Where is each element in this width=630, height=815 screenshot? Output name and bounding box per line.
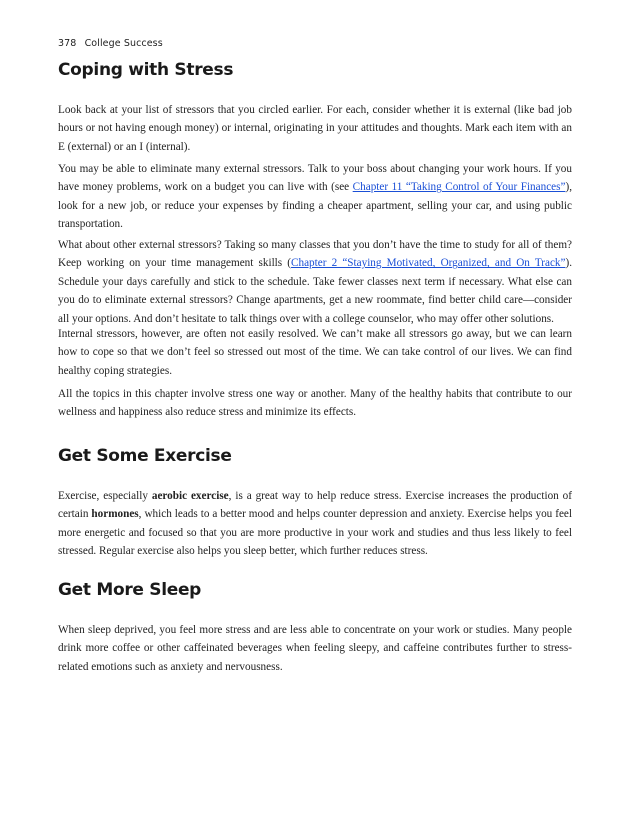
paragraph-text: ). Schedule your days carefully and stick to the schedule. Take fewer classes next term if necessary. What else can you do to eliminate external stressors? Change apartments, get a new roommate, find better child care—consider all your options. And don’t hesitate to talk things over with a college counselor, who may offer other solutions.	[58, 257, 573, 325]
paragraph-text: When sleep deprived, you feel more stress and are less able to concentrate on your work or studies. Many people drink more coffee or other caffeinated beverages when feeling sleepy, and caffeine contributes further to stress-related emotions such as anxiety and nervousness.	[58, 624, 572, 673]
book-title: College Success	[84, 38, 163, 49]
paragraph	[58, 236, 572, 328]
paragraph	[58, 487, 572, 561]
paragraph-text: , is a great way to help reduce stress. Exercise increases the production of certain	[58, 490, 572, 521]
paragraph	[58, 385, 572, 422]
chapter-link[interactable]: Chapter 2 “Staying Motivated, Organized, and On Track”	[291, 257, 566, 270]
paragraph-text: You may be able to eliminate many external stressors. Talk to your boss about changing your work hours. If you have money problems, work on a budget you can live with (see	[58, 163, 572, 194]
paragraph-text: Internal stressors, however, are often not easily resolved. We can’t make all stressors go away, but we can learn how to cope so that we don’t feel so stressed out most of the time. We can take control of our lives. We can find healthy coping strategies.	[58, 328, 572, 377]
paragraph-text: All the topics in this chapter involve stress one way or another. Many of the healthy habits that contribute to our wellness and happiness also reduce stress and minimize its effects.	[58, 388, 572, 419]
paragraph	[58, 160, 572, 234]
paragraph-text: Exercise, especially	[58, 490, 152, 502]
paragraph-text: ), look for a new job, or reduce your expenses by finding a cheaper apartment, selling your car, and using public transportation.	[58, 181, 572, 231]
paragraph-text: What about other external stressors? Taking so many classes that you don’t have the time to study for all of them? Keep working on your time management skills (	[58, 239, 572, 270]
page-number: 378	[58, 38, 77, 49]
section-heading-sleep: Get More Sleep	[58, 580, 202, 600]
paragraph	[58, 621, 572, 676]
paragraph-text: Look back at your list of stressors that you circled earlier. For each, consider whether it is external (like bad job hours or not having enough money) or internal, originating in your attitudes and thoughts. Mark each item with an E (external) or an I (internal).	[58, 104, 572, 153]
section-heading-coping: Coping with Stress	[58, 60, 234, 80]
section-heading-exercise: Get Some Exercise	[58, 446, 232, 466]
running-head	[58, 38, 163, 49]
paragraph-text: , which leads to a better mood and helps counter depression and anxiety. Exercise helps you feel more energetic and focused so that you are more productive in your work and studies and thus less likely to feel stressed. Regular exercise also helps you sleep better, which further reduces stress.	[58, 508, 573, 558]
paragraph	[58, 101, 572, 156]
chapter-link[interactable]: Chapter 11 “Taking Control of Your Finances”	[352, 181, 566, 194]
paragraph	[58, 325, 572, 380]
key-term: hormones	[91, 508, 139, 521]
key-term: aerobic exercise	[151, 490, 229, 502]
